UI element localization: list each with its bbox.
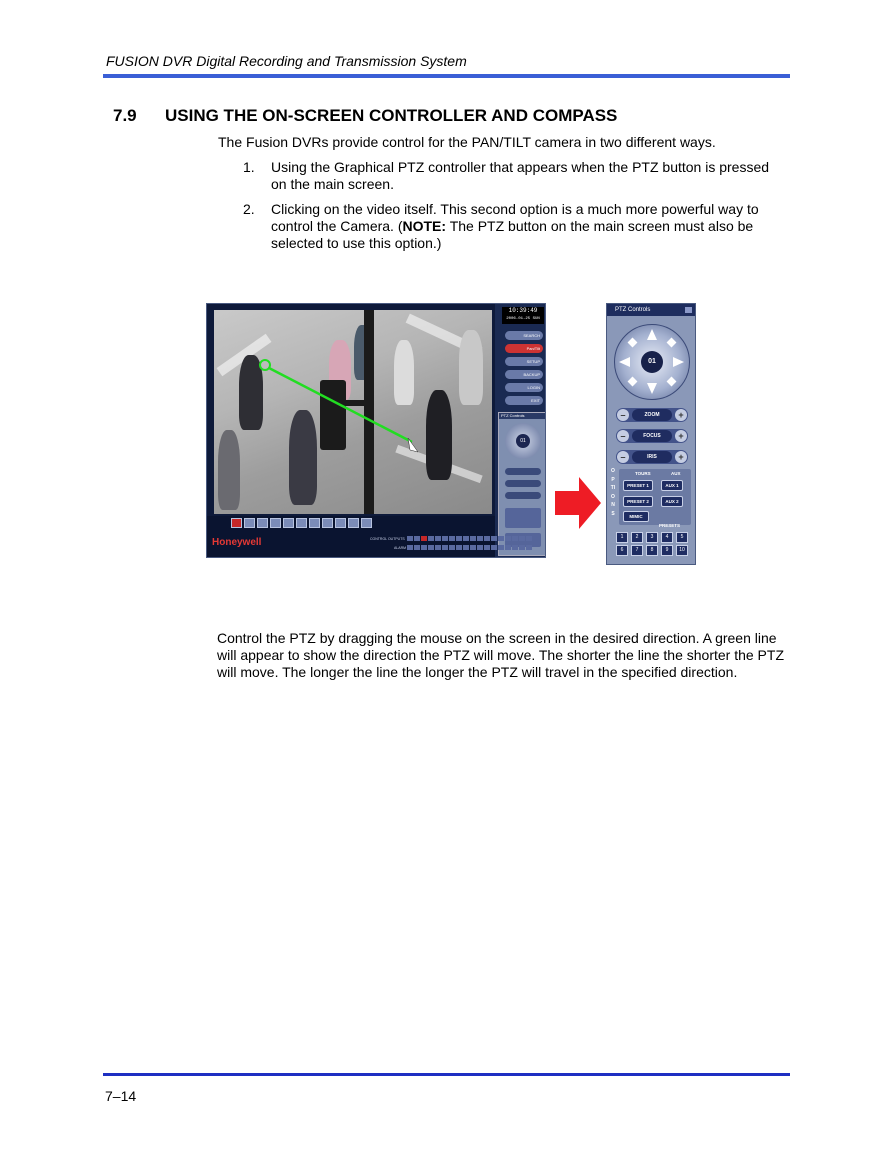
- mini-iris-control[interactable]: [505, 492, 541, 499]
- preset-1-tour-button[interactable]: PRESET 1: [623, 480, 653, 491]
- alarm-cell[interactable]: [442, 545, 448, 550]
- iris-close-button[interactable]: –: [617, 451, 629, 463]
- running-header: FUSION DVR Digital Recording and Transmission System: [106, 53, 467, 69]
- pan-down-right-icon[interactable]: [667, 377, 677, 387]
- honeywell-logo: Honeywell: [212, 537, 262, 548]
- mini-ptz-title: PTZ Controls: [499, 413, 545, 419]
- output-cell[interactable]: [470, 536, 476, 541]
- alarm-cell[interactable]: [512, 545, 518, 550]
- layout-button[interactable]: [283, 518, 294, 528]
- output-cell[interactable]: [463, 536, 469, 541]
- pan-up-right-icon[interactable]: [667, 338, 677, 348]
- close-icon[interactable]: [685, 307, 692, 313]
- ptz-panel-title: PTZ Controls: [607, 304, 695, 316]
- camera-channel-number: 01: [641, 351, 663, 373]
- ptz-controls-panel: [606, 303, 696, 565]
- preset-button-10[interactable]: 10: [676, 545, 688, 556]
- alarm-cell[interactable]: [428, 545, 434, 550]
- output-cell[interactable]: [519, 536, 525, 541]
- preset-button-3[interactable]: 3: [646, 532, 658, 543]
- list-item: [243, 159, 788, 193]
- section-heading: [113, 106, 617, 126]
- aux-1-button[interactable]: AUX 1: [661, 480, 683, 491]
- section-number: 7.9: [113, 106, 137, 125]
- output-cell[interactable]: [449, 536, 455, 541]
- output-cell[interactable]: [505, 536, 511, 541]
- pan-right-icon[interactable]: [673, 357, 684, 367]
- output-cell[interactable]: [498, 536, 504, 541]
- mini-options-box: [505, 508, 541, 528]
- output-cell[interactable]: [435, 536, 441, 541]
- focus-out-button[interactable]: –: [617, 430, 629, 442]
- output-cell[interactable]: [428, 536, 434, 541]
- layout-button[interactable]: [244, 518, 255, 528]
- alarm-cell[interactable]: [498, 545, 504, 550]
- alarm-cell[interactable]: [421, 545, 427, 550]
- exit-button[interactable]: EXIT: [505, 396, 543, 405]
- section-title: USING THE ON-SCREEN CONTROLLER AND COMPASS: [165, 106, 618, 125]
- search-button[interactable]: SEARCH: [505, 331, 543, 340]
- presets-label: PRESETS: [659, 523, 681, 528]
- layout-buttons: [231, 518, 372, 528]
- control-outputs-label: CONTROL OUTPUTS: [370, 537, 405, 541]
- control-outputs-strip: [407, 536, 532, 541]
- layout-button[interactable]: [335, 518, 346, 528]
- output-cell[interactable]: [526, 536, 532, 541]
- layout-button[interactable]: [348, 518, 359, 528]
- pan-down-icon[interactable]: [647, 383, 657, 394]
- list-item-text: Using the Graphical PTZ controller that appears when the PTZ button is pressed on the main screen.: [271, 159, 770, 192]
- header-rule: [103, 74, 790, 78]
- preset-button-7[interactable]: 7: [631, 545, 643, 556]
- list-item-number: 1.: [243, 159, 255, 175]
- output-cell[interactable]: [477, 536, 483, 541]
- list-item-text: [271, 201, 788, 252]
- preset-2-tour-button[interactable]: PRESET 2: [623, 496, 653, 507]
- focus-control: [616, 429, 688, 443]
- tours-label: TOURS: [635, 471, 651, 476]
- iris-open-button[interactable]: +: [675, 451, 687, 463]
- output-cell[interactable]: [512, 536, 518, 541]
- output-cell[interactable]: [491, 536, 497, 541]
- alarm-cell[interactable]: [456, 545, 462, 550]
- mini-zoom-control[interactable]: [505, 468, 541, 475]
- layout-button[interactable]: [322, 518, 333, 528]
- pan-down-left-icon[interactable]: [628, 377, 638, 387]
- layout-button[interactable]: [257, 518, 268, 528]
- note-label: NOTE:: [402, 218, 447, 234]
- layout-button[interactable]: [270, 518, 281, 528]
- output-cell[interactable]: [414, 536, 420, 541]
- list-item-text-before: Clicking on the video itself. This second option is a much more powerful way to control the Camera. (: [271, 201, 759, 234]
- focus-in-button[interactable]: +: [675, 430, 687, 442]
- zoom-control: [616, 408, 688, 422]
- options-box: [619, 469, 691, 525]
- alarm-cell[interactable]: [463, 545, 469, 550]
- alarm-cell[interactable]: [505, 545, 511, 550]
- options-vertical-label: OPTIONS: [610, 468, 616, 517]
- preset-button-6[interactable]: 6: [616, 545, 628, 556]
- zoom-label: ZOOM: [632, 409, 672, 421]
- intro-text: The Fusion DVRs provide control for the PAN/TILT camera in two different ways.: [218, 134, 716, 150]
- alarm-cell[interactable]: [435, 545, 441, 550]
- alarm-strip: [407, 545, 532, 550]
- ptz-compass[interactable]: [614, 324, 690, 400]
- dvr-main-screen-figure: [206, 303, 546, 558]
- clock-date: 2006-01-25 SUN: [506, 317, 540, 321]
- alarm-label: ALARM: [394, 546, 407, 550]
- alarm-cell[interactable]: [484, 545, 490, 550]
- mini-compass-channel: 01: [516, 434, 530, 448]
- preset-button-8[interactable]: 8: [646, 545, 658, 556]
- alarm-cell[interactable]: [470, 545, 476, 550]
- clock-display: [502, 307, 544, 324]
- output-cell[interactable]: [484, 536, 490, 541]
- alarm-cell[interactable]: [491, 545, 497, 550]
- login-button[interactable]: LOGIN: [505, 383, 543, 392]
- preset-button-5[interactable]: 5: [676, 532, 688, 543]
- camera-video: [214, 310, 492, 514]
- alarm-cell[interactable]: [519, 545, 525, 550]
- page-number: 7–14: [105, 1088, 137, 1104]
- layout-button[interactable]: [231, 518, 242, 528]
- iris-control: [616, 450, 688, 464]
- mini-focus-control[interactable]: [505, 480, 541, 487]
- zoom-in-button[interactable]: +: [675, 409, 687, 421]
- body-paragraph: Control the PTZ by dragging the mouse on the screen in the desired direction. A green line will appear to show the direction the PTZ will move. The shorter the line the shorter the PTZ will move. The longer the line the longer the PTZ will travel in the specified direction.: [217, 630, 784, 680]
- footer-rule: [103, 1073, 790, 1076]
- layout-button[interactable]: [361, 518, 372, 528]
- aux-label: AUX: [671, 471, 681, 476]
- pan-up-icon[interactable]: [647, 329, 657, 340]
- list-item-text-after: The PTZ button on the main screen must also be selected to use this option.): [271, 218, 754, 251]
- alarm-cell[interactable]: [526, 545, 532, 550]
- output-cell[interactable]: [407, 536, 413, 541]
- setup-button[interactable]: SETUP: [505, 357, 543, 366]
- iris-label: IRIS: [632, 451, 672, 463]
- ptz-drag-line: [214, 310, 492, 514]
- alarm-cell[interactable]: [449, 545, 455, 550]
- preset-button-1[interactable]: 1: [616, 532, 628, 543]
- red-arrow-icon: [555, 477, 601, 529]
- list-item: [243, 201, 788, 252]
- backup-button[interactable]: BACKUP: [505, 370, 543, 379]
- mimic-button[interactable]: MIMIC: [623, 511, 649, 522]
- mini-ptz-panel: [498, 412, 546, 556]
- zoom-out-button[interactable]: –: [617, 409, 629, 421]
- output-cell[interactable]: [442, 536, 448, 541]
- clock-time: 10:39:49: [508, 307, 538, 314]
- presets-grid: [614, 530, 692, 558]
- preset-button-2[interactable]: 2: [631, 532, 643, 543]
- alarm-cell[interactable]: [477, 545, 483, 550]
- alarm-cell[interactable]: [407, 545, 413, 550]
- aux-2-button[interactable]: AUX 2: [661, 496, 683, 507]
- preset-button-9[interactable]: 9: [661, 545, 673, 556]
- list-item-number: 2.: [243, 201, 255, 217]
- output-cell[interactable]: [456, 536, 462, 541]
- layout-button[interactable]: [309, 518, 320, 528]
- preset-button-4[interactable]: 4: [661, 532, 673, 543]
- pan-up-left-icon[interactable]: [628, 338, 638, 348]
- method-list: [243, 159, 788, 260]
- alarm-cell[interactable]: [414, 545, 420, 550]
- pan-tilt-button[interactable]: Pan/Tilt: [505, 344, 543, 353]
- focus-label: FOCUS: [632, 430, 672, 442]
- pan-left-icon[interactable]: [619, 357, 630, 367]
- layout-button[interactable]: [296, 518, 307, 528]
- mini-compass[interactable]: [505, 423, 541, 459]
- output-cell[interactable]: [421, 536, 427, 541]
